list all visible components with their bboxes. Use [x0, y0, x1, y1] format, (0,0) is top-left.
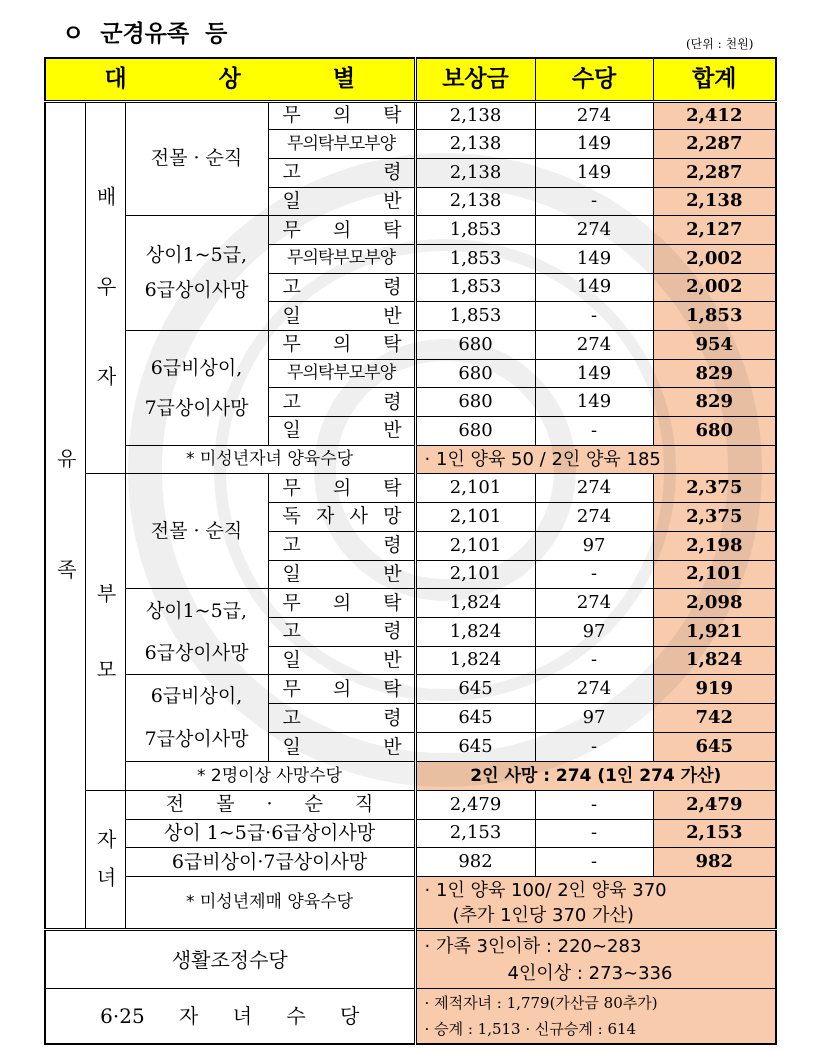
korean-war-children-label: 6·25 자 녀 수 당	[45, 989, 415, 1044]
category-label: 6급비상이,	[150, 356, 243, 379]
allowance-cell: 149	[535, 158, 653, 187]
allowance-cell: 149	[535, 359, 653, 388]
category-label: 상이1~5급,	[145, 599, 248, 622]
children-label-cell	[85, 790, 125, 929]
header-total: 합계	[653, 58, 776, 101]
allowance-cell: 274	[535, 216, 653, 245]
total-cell: 2,375	[653, 474, 776, 503]
type-label: 무 의 탁	[268, 216, 415, 245]
header-target: 대 상 별	[45, 58, 415, 101]
compensation-table	[44, 57, 777, 1045]
children-note-value	[415, 877, 776, 930]
type-label: 6급비상이·7급상이사망	[125, 848, 415, 877]
compensation-cell: 982	[415, 848, 535, 877]
total-cell: 2,287	[653, 130, 776, 159]
spouse-label-cell	[85, 101, 125, 474]
total-cell: 829	[653, 359, 776, 388]
type-label: 무 의 탁	[268, 331, 415, 360]
table-row	[45, 762, 776, 791]
type-label: 무 의 탁	[268, 675, 415, 704]
page-title: ㅇ 군경유족 등	[62, 21, 228, 47]
type-label: 일 반	[268, 417, 415, 446]
compensation-cell: 645	[415, 733, 535, 762]
type-label: 무의탁부모부양	[268, 130, 415, 159]
allowance-cell: 274	[535, 503, 653, 532]
compensation-cell: 2,101	[415, 503, 535, 532]
total-cell: 680	[653, 417, 776, 446]
compensation-cell: 1,853	[415, 216, 535, 245]
type-label: 일 반	[268, 302, 415, 331]
children-label: 자녀	[93, 828, 117, 905]
total-cell: 2,127	[653, 216, 776, 245]
type-label: 일 반	[268, 560, 415, 589]
total-cell: 2,153	[653, 819, 776, 848]
allowance-cell: 274	[535, 331, 653, 360]
total-cell: 1,921	[653, 617, 776, 646]
table-row	[45, 877, 776, 930]
type-label: 무의탁부모부양	[268, 244, 415, 273]
total-cell: 2,002	[653, 273, 776, 302]
compensation-cell: 680	[415, 417, 535, 446]
total-cell: 645	[653, 733, 776, 762]
allowance-cell: -	[535, 302, 653, 331]
category-cell	[125, 589, 268, 675]
korean-war-children-value	[415, 989, 776, 1044]
total-cell: 2,138	[653, 187, 776, 216]
compensation-cell: 1,824	[415, 617, 535, 646]
category-cell	[125, 675, 268, 762]
allowance-cell: 149	[535, 130, 653, 159]
compensation-cell: 1,853	[415, 244, 535, 273]
category-cell	[125, 474, 268, 589]
total-cell: 742	[653, 704, 776, 733]
spouse-label: 배우자	[93, 186, 117, 457]
total-cell: 2,101	[653, 560, 776, 589]
type-label: 고 령	[268, 388, 415, 417]
note-line: · 제적자녀 : 1,779(가산금 80추가)	[424, 993, 658, 1012]
living-adjustment-value	[415, 930, 776, 989]
type-label: 고 령	[268, 531, 415, 560]
parents-label-cell	[85, 474, 125, 791]
allowance-cell: -	[535, 790, 653, 819]
allowance-cell: -	[535, 646, 653, 675]
type-label: 고 령	[268, 704, 415, 733]
compensation-cell: 2,101	[415, 531, 535, 560]
compensation-cell: 1,824	[415, 589, 535, 618]
type-label: 전 몰 · 순 직	[125, 790, 415, 819]
compensation-cell: 645	[415, 675, 535, 704]
note-line: 4인이상 : 273∼336	[507, 962, 673, 984]
allowance-cell: 97	[535, 617, 653, 646]
total-cell: 919	[653, 675, 776, 704]
allowance-cell: 149	[535, 273, 653, 302]
note-line: · 승계 : 1,513 · 신규승계 : 614	[424, 1019, 637, 1038]
table-row	[45, 989, 776, 1044]
allowance-cell: -	[535, 187, 653, 216]
note-line: (추가 1인당 370 가산)	[452, 904, 634, 926]
compensation-cell: 2,101	[415, 560, 535, 589]
compensation-cell: 2,138	[415, 130, 535, 159]
type-label: 고 령	[268, 617, 415, 646]
total-cell: 2,412	[653, 101, 776, 130]
spouse-note-label: * 미성년자녀 양육수당	[125, 445, 415, 474]
table-row	[45, 589, 776, 618]
total-cell: 954	[653, 331, 776, 360]
total-cell: 1,853	[653, 302, 776, 331]
type-label: 일 반	[268, 733, 415, 762]
type-label: 무 의 탁	[268, 101, 415, 130]
allowance-cell: 274	[535, 101, 653, 130]
category-label: 6급상이사망	[144, 641, 249, 664]
header-allowance: 수당	[535, 58, 653, 101]
allowance-cell: 97	[535, 531, 653, 560]
total-cell: 982	[653, 848, 776, 877]
compensation-cell: 645	[415, 704, 535, 733]
type-label: 고 령	[268, 273, 415, 302]
parents-note-value: 2인 사망 : 274 (1인 274 가산)	[415, 762, 776, 791]
type-label: 독 자 사 망	[268, 503, 415, 532]
allowance-cell: -	[535, 848, 653, 877]
bereaved-label: 유족	[53, 448, 78, 671]
allowance-cell: 274	[535, 675, 653, 704]
allowance-cell: -	[535, 417, 653, 446]
category-label: 7급상이사망	[144, 396, 249, 419]
table-row	[45, 474, 776, 503]
type-label: 상이 1~5급·6급상이사망	[125, 819, 415, 848]
parents-label: 부모	[93, 582, 117, 735]
table-row	[45, 445, 776, 474]
compensation-cell: 680	[415, 359, 535, 388]
compensation-cell: 2,138	[415, 187, 535, 216]
living-adjustment-label: 생활조정수당	[45, 930, 415, 989]
unit-note: (단위 : 천원)	[686, 37, 754, 51]
category-label: 6급비상이,	[150, 685, 243, 708]
type-label: 일 반	[268, 187, 415, 216]
total-cell: 2,198	[653, 531, 776, 560]
type-label: 무 의 탁	[268, 589, 415, 618]
allowance-cell: -	[535, 560, 653, 589]
note-line: · 1인 양육 100/ 2인 양육 370	[424, 879, 667, 901]
compensation-cell: 2,479	[415, 790, 535, 819]
total-cell: 2,098	[653, 589, 776, 618]
total-cell: 2,479	[653, 790, 776, 819]
table-row	[45, 848, 776, 877]
category-label: 상이1~5급,	[145, 244, 248, 267]
children-note-label: * 미성년제매 양육수당	[125, 877, 415, 930]
allowance-cell: -	[535, 733, 653, 762]
header-row	[45, 58, 776, 101]
note-line: · 가족 3인이하 : 220∼283	[424, 935, 642, 957]
total-cell: 2,287	[653, 158, 776, 187]
compensation-cell: 2,138	[415, 101, 535, 130]
compensation-cell: 1,853	[415, 302, 535, 331]
parents-note-label: * 2명이상 사망수당	[125, 762, 415, 791]
category-label: 전몰 · 순직	[150, 147, 243, 170]
compensation-cell: 680	[415, 388, 535, 417]
type-label: 무의탁부모부양	[268, 359, 415, 388]
table-row	[45, 331, 776, 360]
table-row	[45, 675, 776, 704]
allowance-cell: -	[535, 819, 653, 848]
total-cell: 2,375	[653, 503, 776, 532]
compensation-cell: 2,153	[415, 819, 535, 848]
compensation-cell: 2,138	[415, 158, 535, 187]
category-label: 전몰 · 순직	[150, 519, 243, 542]
allowance-cell: 97	[535, 704, 653, 733]
allowance-cell: 149	[535, 388, 653, 417]
category-label: 6급상이사망	[144, 279, 249, 302]
compensation-cell: 2,101	[415, 474, 535, 503]
total-cell: 829	[653, 388, 776, 417]
table-row	[45, 101, 776, 130]
category-cell	[125, 331, 268, 446]
total-cell: 1,824	[653, 646, 776, 675]
table-row	[45, 930, 776, 989]
category-cell	[125, 101, 268, 216]
type-label: 일 반	[268, 646, 415, 675]
compensation-cell: 1,824	[415, 646, 535, 675]
spouse-note-value: · 1인 양육 50 / 2인 양육 185	[415, 445, 776, 474]
table-row	[45, 216, 776, 245]
category-cell	[125, 216, 268, 331]
compensation-cell: 1,853	[415, 273, 535, 302]
table-row	[45, 819, 776, 848]
table-row	[45, 790, 776, 819]
allowance-cell: 149	[535, 244, 653, 273]
allowance-cell: 274	[535, 474, 653, 503]
category-label: 7급상이사망	[144, 728, 249, 751]
header-compensation: 보상금	[415, 58, 535, 101]
total-cell: 2,002	[653, 244, 776, 273]
allowance-cell: 274	[535, 589, 653, 618]
bereaved-label-cell	[45, 101, 85, 930]
type-label: 무 의 탁	[268, 474, 415, 503]
type-label: 고 령	[268, 158, 415, 187]
compensation-cell: 680	[415, 331, 535, 360]
